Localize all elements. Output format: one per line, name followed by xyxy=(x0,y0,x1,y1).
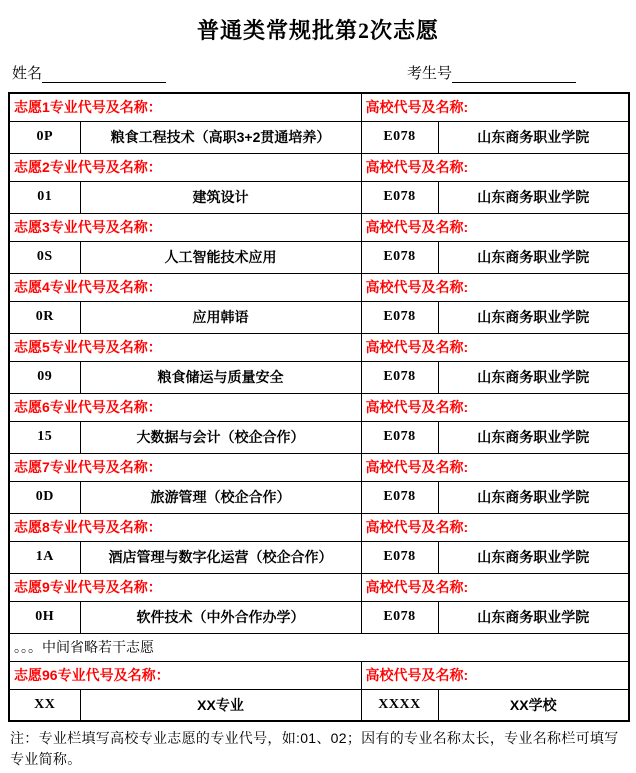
college-name: 山东商务职业学院 xyxy=(438,181,629,213)
volunteer-8-major-header: 志愿8专业代号及名称： xyxy=(9,513,361,541)
candidate-no-blank-line xyxy=(452,67,576,83)
candidate-no-field xyxy=(407,62,576,83)
major-name: 软件技术（中外合作办学） xyxy=(80,601,361,633)
volunteer-9-major-header: 志愿9专业代号及名称： xyxy=(9,573,361,601)
volunteer-96-header-row xyxy=(9,661,629,689)
major-name: 人工智能技术应用 xyxy=(80,241,361,273)
major-code: 1A xyxy=(9,541,80,573)
volunteer-3-header-row xyxy=(9,213,629,241)
college-code: E078 xyxy=(361,541,438,573)
major-name: 应用韩语 xyxy=(80,301,361,333)
volunteer-8-header-row xyxy=(9,513,629,541)
volunteer-4-major-header: 志愿4专业代号及名称： xyxy=(9,273,361,301)
major-name: 大数据与会计（校企合作） xyxy=(80,421,361,453)
major-code: 0P xyxy=(9,121,80,153)
college-code: XXXX xyxy=(361,689,438,721)
college-name: 山东商务职业学院 xyxy=(438,121,629,153)
volunteer-2-major-header: 志愿2专业代号及名称： xyxy=(9,153,361,181)
volunteer-9-header-row xyxy=(9,573,629,601)
volunteer-2-data-row xyxy=(9,181,629,213)
college-header: 高校代号及名称: xyxy=(361,153,629,181)
major-code: 0D xyxy=(9,481,80,513)
volunteer-1-major-header: 志愿1专业代号及名称： xyxy=(9,93,361,121)
college-name: 山东商务职业学院 xyxy=(438,481,629,513)
college-code: E078 xyxy=(361,421,438,453)
volunteer-3-data-row xyxy=(9,241,629,273)
college-header: 高校代号及名称: xyxy=(361,213,629,241)
omitted-volunteers-text: 。。。中间省略若干志愿 xyxy=(9,633,629,661)
volunteer-6-header-row xyxy=(9,393,629,421)
footnote: 注：专业栏填写高校专业志愿的专业代号，如:01、02；因有的专业名称太长，专业名称栏可填写专业简称。 xyxy=(10,730,619,767)
volunteer-9-data-row xyxy=(9,601,629,633)
college-header: 高校代号及名称: xyxy=(361,573,629,601)
major-code: 0H xyxy=(9,601,80,633)
volunteer-4-header-row xyxy=(9,273,629,301)
major-name: 旅游管理（校企合作） xyxy=(80,481,361,513)
college-code: E078 xyxy=(361,361,438,393)
college-name: 山东商务职业学院 xyxy=(438,301,629,333)
college-header: 高校代号及名称: xyxy=(361,661,629,689)
major-code: 0S xyxy=(9,241,80,273)
major-code: 15 xyxy=(9,421,80,453)
major-name: 酒店管理与数字化运营（校企合作） xyxy=(80,541,361,573)
volunteer-6-major-header: 志愿6专业代号及名称： xyxy=(9,393,361,421)
volunteer-96-major-header: 志愿96专业代号及名称： xyxy=(9,661,361,689)
college-code: E078 xyxy=(361,241,438,273)
name-field xyxy=(12,62,166,83)
college-code: E078 xyxy=(361,301,438,333)
college-code: E078 xyxy=(361,121,438,153)
volunteer-5-header-row xyxy=(9,333,629,361)
college-header: 高校代号及名称: xyxy=(361,333,629,361)
volunteer-table xyxy=(8,92,630,722)
major-code: 01 xyxy=(9,181,80,213)
major-code: 09 xyxy=(9,361,80,393)
college-header: 高校代号及名称: xyxy=(361,273,629,301)
college-name: 山东商务职业学院 xyxy=(438,541,629,573)
volunteer-8-data-row xyxy=(9,541,629,573)
volunteer-6-data-row xyxy=(9,421,629,453)
college-header: 高校代号及名称: xyxy=(361,93,629,121)
major-code: XX xyxy=(9,689,80,721)
college-header: 高校代号及名称: xyxy=(361,513,629,541)
college-name: 山东商务职业学院 xyxy=(438,241,629,273)
candidate-no-label: 考生号 xyxy=(406,65,452,82)
volunteer-2-header-row xyxy=(9,153,629,181)
major-name: 建筑设计 xyxy=(80,181,361,213)
volunteer-3-major-header: 志愿3专业代号及名称： xyxy=(9,213,361,241)
college-code: E078 xyxy=(361,181,438,213)
volunteer-7-header-row xyxy=(9,453,629,481)
college-name: XX学校 xyxy=(438,689,629,721)
major-name: 粮食储运与质量安全 xyxy=(80,361,361,393)
identity-fields-row xyxy=(12,62,624,83)
volunteer-4-data-row xyxy=(9,301,629,333)
form-title: 普通类常规批第2次志愿 xyxy=(196,18,439,43)
volunteer-1-data-row xyxy=(9,121,629,153)
volunteer-96-data-row xyxy=(9,689,629,721)
omitted-volunteers-row xyxy=(9,633,629,661)
major-name: 粮食工程技术（高职3+2贯通培养） xyxy=(80,121,361,153)
college-name: 山东商务职业学院 xyxy=(438,601,629,633)
volunteer-7-data-row xyxy=(9,481,629,513)
major-code: 0R xyxy=(9,301,80,333)
college-header: 高校代号及名称: xyxy=(361,393,629,421)
volunteer-1-header-row xyxy=(9,93,629,121)
name-blank-line xyxy=(42,67,166,83)
name-label: 姓名 xyxy=(12,65,43,82)
major-name: XX专业 xyxy=(80,689,361,721)
college-code: E078 xyxy=(361,601,438,633)
volunteer-5-data-row xyxy=(9,361,629,393)
volunteer-7-major-header: 志愿7专业代号及名称： xyxy=(9,453,361,481)
college-name: 山东商务职业学院 xyxy=(438,421,629,453)
volunteer-5-major-header: 志愿5专业代号及名称： xyxy=(9,333,361,361)
college-name: 山东商务职业学院 xyxy=(438,361,629,393)
college-code: E078 xyxy=(361,481,438,513)
college-header: 高校代号及名称: xyxy=(361,453,629,481)
